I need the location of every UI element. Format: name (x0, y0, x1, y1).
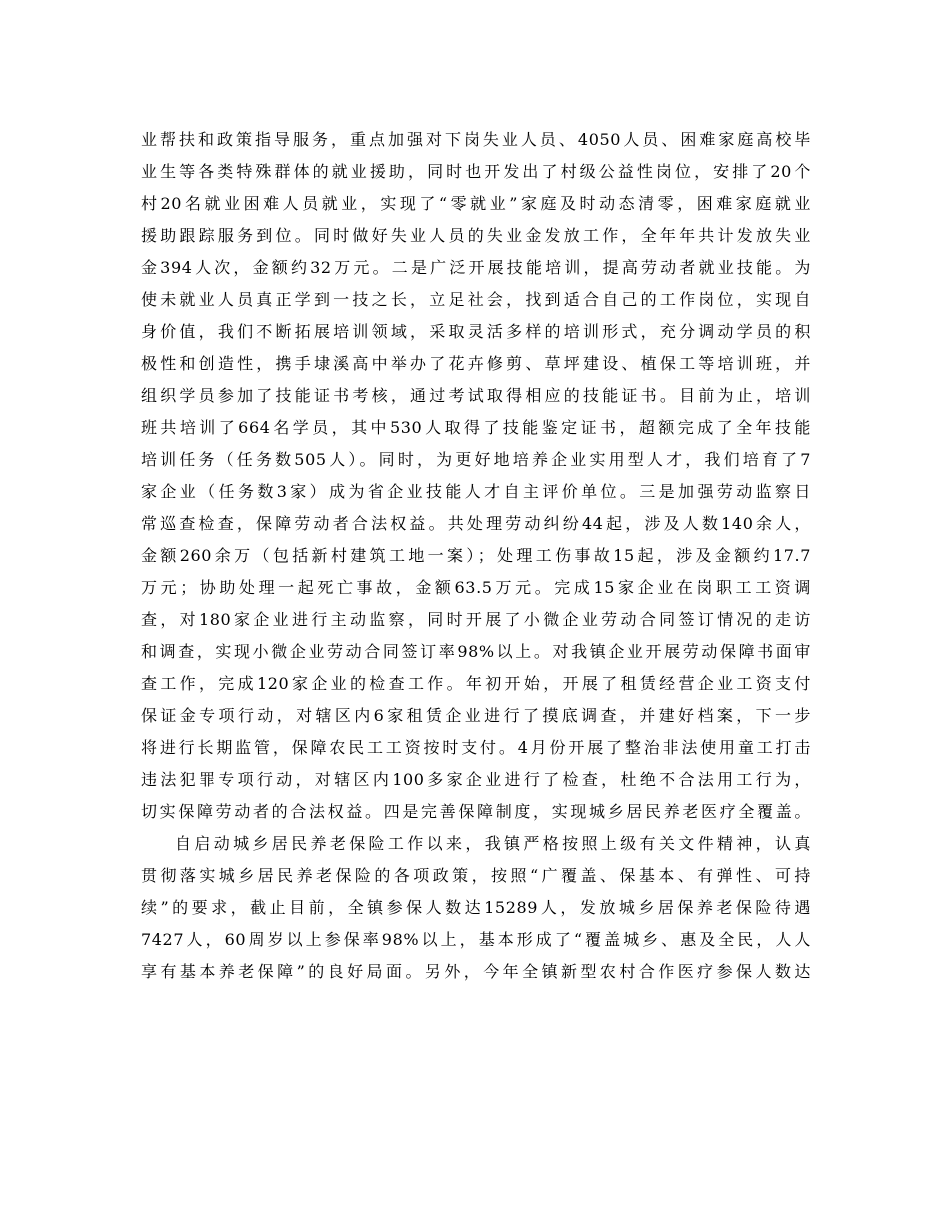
text-line: 查工作，完成120家企业的检查工作。年初开始，开展了租赁经营企业工资支付 (141, 674, 811, 693)
text-line: 家企业（任务数3家）成为省企业技能人才自主评价单位。三是加强劳动监察日 (141, 482, 811, 501)
text-line: 续”的要求，截止目前，全镇参保人数达15289人，发放城乡居保养老保险待遇 (141, 898, 811, 917)
text-line: 享有基本养老保障”的良好局面。另外，今年全镇新型农村合作医疗参保人数达 (141, 962, 811, 981)
text-line: 业生等各类特殊群体的就业援助，同时也开发出了村级公益性岗位，安排了20个 (141, 162, 811, 181)
text-line: 切实保障劳动者的合法权益。四是完善保障制度，实现城乡居民养老医疗全覆盖。 (141, 802, 811, 821)
text-line: 金394人次，金额约32万元。二是广泛开展技能培训，提高劳动者就业技能。为 (141, 258, 811, 277)
text-line: 保证金专项行动，对辖区内6家租赁企业进行了摸底调查，并建好档案，下一步 (141, 706, 811, 725)
text-line: 村20名就业困难人员就业，实现了“零就业”家庭及时动态清零，困难家庭就业 (141, 194, 811, 213)
document-body (141, 124, 811, 988)
text-line: 身价值，我们不断拓展培训领域，采取灵活多样的培训形式，充分调动学员的积 (141, 322, 811, 341)
text-line: 极性和创造性，携手埭溪高中举办了花卉修剪、草坪建设、植保工等培训班，并 (141, 354, 811, 373)
text-line: 违法犯罪专项行动，对辖区内100多家企业进行了检查，杜绝不合法用工行为， (141, 770, 811, 789)
text-line: 援助跟踪服务到位。同时做好失业人员的失业金发放工作，全年年共计发放失业 (141, 226, 811, 245)
text-line: 7427人，60周岁以上参保率98%以上，基本形成了“覆盖城乡、惠及全民，人人 (141, 930, 811, 949)
text-line: 查，对180家企业进行主动监察，同时开展了小微企业劳动合同签订情况的走访 (141, 610, 811, 629)
text-line: 自启动城乡居民养老保险工作以来，我镇严格按照上级有关文件精神，认真 (175, 834, 811, 853)
text-line: 万元；协助处理一起死亡事故，金额63.5万元。完成15家企业在岗职工工资调 (141, 578, 811, 597)
text-line: 常巡查检查，保障劳动者合法权益。共处理劳动纠纷44起，涉及人数140余人， (141, 514, 811, 533)
text-line: 组织学员参加了技能证书考核，通过考试取得相应的技能证书。目前为止，培训 (141, 386, 811, 405)
text-line: 和调查，实现小微企业劳动合同签订率98%以上。对我镇企业开展劳动保障书面审 (141, 642, 811, 661)
text-line: 使未就业人员真正学到一技之长，立足社会，找到适合自己的工作岗位，实现自 (141, 290, 811, 309)
paragraph-1 (141, 124, 811, 828)
text-line: 金额260余万（包括新村建筑工地一案）；处理工伤事故15起，涉及金额约17.7 (141, 546, 811, 565)
text-line: 将进行长期监管，保障农民工工资按时支付。4月份开展了整治非法使用童工打击 (141, 738, 811, 757)
text-line: 业帮扶和政策指导服务，重点加强对下岗失业人员、4050人员、困难家庭高校毕 (141, 130, 811, 149)
text-line: 班共培训了664名学员，其中530人取得了技能鉴定证书，超额完成了全年技能 (141, 418, 811, 437)
paragraph-2 (141, 828, 811, 988)
text-line: 培训任务（任务数505人）。同时，为更好地培养企业实用型人才，我们培育了7 (141, 450, 811, 469)
text-line: 贯彻落实城乡居民养老保险的各项政策，按照“广覆盖、保基本、有弹性、可持 (141, 866, 811, 885)
